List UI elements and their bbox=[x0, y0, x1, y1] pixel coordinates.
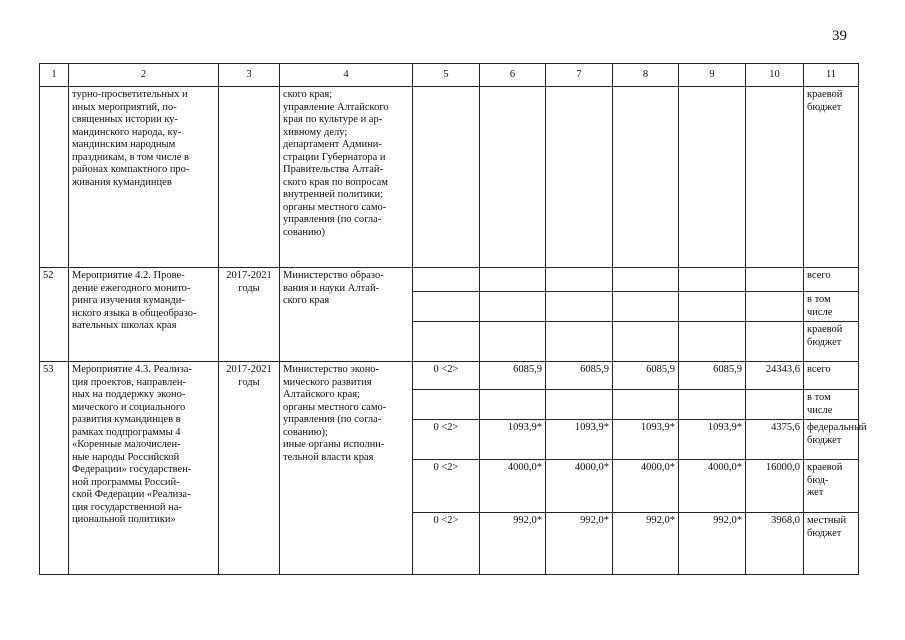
value-cell bbox=[480, 87, 546, 268]
value-cell bbox=[480, 322, 546, 362]
header-cell: 5 bbox=[413, 64, 480, 87]
value-cell bbox=[679, 390, 746, 420]
activity-name-cell: турно-просветительных и иных мероприятий, по- священных истории ку- мандинского народа, ку- мандинским народным праздникам, в том числе в районах компактного про- живания кумандинцев bbox=[69, 87, 219, 268]
value-cell: 4375,6 bbox=[746, 420, 804, 460]
value-cell bbox=[613, 390, 679, 420]
value-cell bbox=[679, 268, 746, 292]
activity-name-cell: Мероприятие 4.2. Прове- дение ежегодного монито- ринга изучения куманди- нского языка в общеобразо- вательных школах края bbox=[69, 268, 219, 362]
value-cell: 4000,0* bbox=[679, 460, 746, 513]
value-cell bbox=[546, 87, 613, 268]
header-cell: 6 bbox=[480, 64, 546, 87]
value-cell bbox=[413, 322, 480, 362]
value-cell: 4000,0* bbox=[613, 460, 679, 513]
header-row bbox=[40, 64, 859, 87]
value-cell bbox=[613, 292, 679, 322]
value-cell bbox=[546, 390, 613, 420]
value-cell: 992,0* bbox=[480, 513, 546, 575]
value-cell bbox=[613, 87, 679, 268]
header-cell: 8 bbox=[613, 64, 679, 87]
header-cell: 3 bbox=[219, 64, 280, 87]
header-cell: 10 bbox=[746, 64, 804, 87]
row-number-cell bbox=[40, 87, 69, 268]
value-cell bbox=[480, 390, 546, 420]
funding-source-cell: федеральный бюджет bbox=[804, 420, 859, 460]
value-cell bbox=[413, 87, 480, 268]
header-cell: 11 bbox=[804, 64, 859, 87]
funding-source-cell: краевой бюд- жет bbox=[804, 460, 859, 513]
funding-source-cell: местный бюджет bbox=[804, 513, 859, 575]
value-cell: 1093,9* bbox=[679, 420, 746, 460]
value-cell: 0 <2> bbox=[413, 513, 480, 575]
value-cell: 16000,0 bbox=[746, 460, 804, 513]
funding-source-cell: в том числе bbox=[804, 390, 859, 420]
row-number-cell: 53 bbox=[40, 362, 69, 575]
value-cell bbox=[413, 292, 480, 322]
row-number-cell: 52 bbox=[40, 268, 69, 362]
value-cell bbox=[746, 87, 804, 268]
activity-name-cell: Мероприятие 4.3. Реализа- ция проектов, направлен- ных на поддержку эконо- мического и социального развития кумандинцев в рамках подпрограммы 4 «Коренные малочислен- ные народы Российской Федерации» государствен- ной программы Россий- ской Федерации «Реализа- ция государственной на- циональной политики» bbox=[69, 362, 219, 575]
value-cell bbox=[613, 322, 679, 362]
table-row bbox=[40, 268, 859, 292]
value-cell: 1093,9* bbox=[546, 420, 613, 460]
value-cell: 0 <2> bbox=[413, 460, 480, 513]
period-cell bbox=[219, 87, 280, 268]
value-cell: 4000,0* bbox=[480, 460, 546, 513]
header-cell: 2 bbox=[69, 64, 219, 87]
table-row bbox=[40, 362, 859, 390]
funding-source-cell: краевой бюджет bbox=[804, 322, 859, 362]
value-cell: 992,0* bbox=[613, 513, 679, 575]
period-cell: 2017-2021 годы bbox=[219, 268, 280, 362]
header-cell: 4 bbox=[280, 64, 413, 87]
value-cell: 1093,9* bbox=[480, 420, 546, 460]
value-cell: 24343,6 bbox=[746, 362, 804, 390]
program-table bbox=[39, 63, 867, 575]
value-cell: 992,0* bbox=[679, 513, 746, 575]
funding-source-cell: всего bbox=[804, 362, 859, 390]
funding-source-cell: всего bbox=[804, 268, 859, 292]
header-cell: 1 bbox=[40, 64, 69, 87]
executor-cell: ского края; управление Алтайского края по культуре и ар- хивному делу; департамент Админи- страции Губернатора и Правительства Алтай- ского края по вопросам внутренней политики; органы местного само- управления (по согла- сованию) bbox=[280, 87, 413, 268]
value-cell bbox=[679, 292, 746, 322]
funding-source-cell: в том числе bbox=[804, 292, 859, 322]
value-cell bbox=[480, 268, 546, 292]
header-cell: 9 bbox=[679, 64, 746, 87]
value-cell bbox=[679, 87, 746, 268]
value-cell bbox=[679, 322, 746, 362]
value-cell: 6085,9 bbox=[613, 362, 679, 390]
value-cell bbox=[546, 322, 613, 362]
value-cell: 6085,9 bbox=[546, 362, 613, 390]
value-cell: 6085,9 bbox=[679, 362, 746, 390]
executor-cell: Министерство эконо- мического развития Алтайского края; органы местного само- управления (по согла- сованию); иные органы исполни- тельной власти края bbox=[280, 362, 413, 575]
value-cell: 3968,0 bbox=[746, 513, 804, 575]
value-cell bbox=[413, 268, 480, 292]
value-cell: 0 <2> bbox=[413, 420, 480, 460]
page-number: 39 bbox=[832, 28, 847, 44]
funding-source-cell: краевой бюджет bbox=[804, 87, 859, 268]
executor-cell: Министерство образо- вания и науки Алтай- ского края bbox=[280, 268, 413, 362]
header-cell: 7 bbox=[546, 64, 613, 87]
value-cell bbox=[480, 292, 546, 322]
value-cell bbox=[413, 390, 480, 420]
period-cell: 2017-2021 годы bbox=[219, 362, 280, 575]
value-cell: 4000,0* bbox=[546, 460, 613, 513]
value-cell bbox=[546, 292, 613, 322]
value-cell bbox=[746, 292, 804, 322]
value-cell bbox=[746, 322, 804, 362]
value-cell: 0 <2> bbox=[413, 362, 480, 390]
value-cell: 6085,9 bbox=[480, 362, 546, 390]
value-cell: 992,0* bbox=[546, 513, 613, 575]
value-cell bbox=[746, 390, 804, 420]
value-cell bbox=[613, 268, 679, 292]
value-cell bbox=[546, 268, 613, 292]
value-cell bbox=[746, 268, 804, 292]
value-cell: 1093,9* bbox=[613, 420, 679, 460]
table-row bbox=[40, 87, 859, 268]
